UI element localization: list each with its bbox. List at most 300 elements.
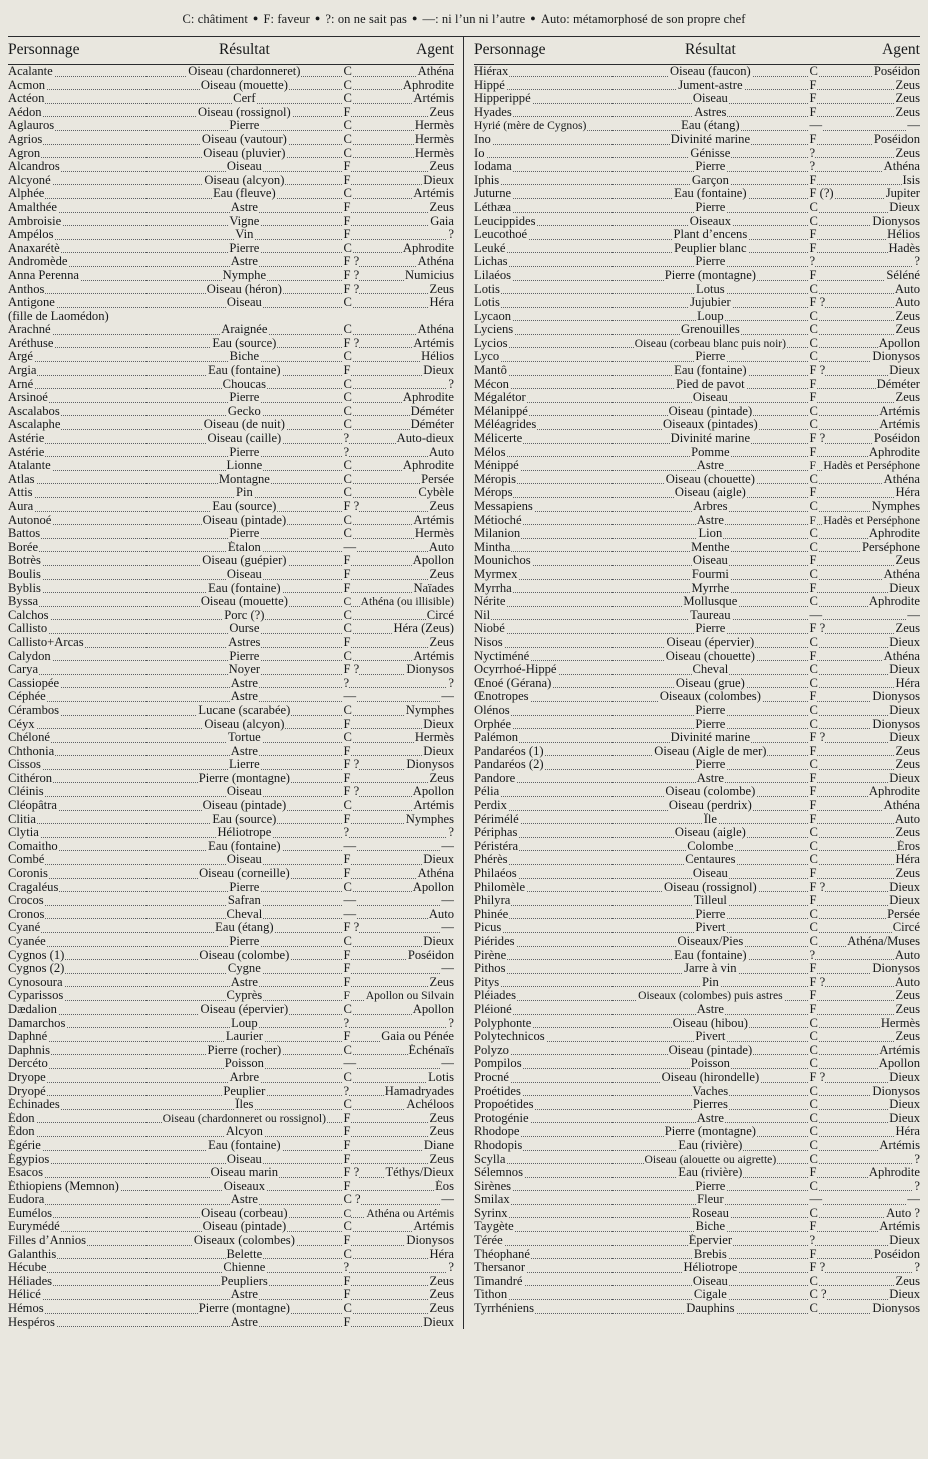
table-row bbox=[8, 989, 454, 1003]
cell-res: Grenouilles bbox=[612, 323, 808, 337]
table-row bbox=[474, 813, 920, 827]
cell-name: Hespéros bbox=[8, 1316, 146, 1330]
cell-res: Oiseaux (colombes) puis astres bbox=[612, 989, 808, 1003]
table-row bbox=[474, 65, 920, 79]
result-marker: F bbox=[809, 173, 817, 187]
result-marker: F ? bbox=[343, 663, 360, 677]
left-table bbox=[8, 37, 454, 1329]
result-marker: C bbox=[343, 132, 352, 146]
table-row bbox=[8, 799, 454, 813]
table-row bbox=[474, 582, 920, 596]
table-row bbox=[474, 337, 920, 351]
cell-agent: C Artémis bbox=[343, 513, 454, 527]
result-marker: F ? bbox=[809, 622, 826, 636]
cell-empty bbox=[146, 310, 454, 324]
cell-res: Jarre à vin bbox=[612, 962, 808, 976]
cell-name: Ampélos bbox=[8, 228, 146, 242]
result-marker: C bbox=[343, 513, 352, 527]
result-marker: — bbox=[343, 540, 357, 554]
cell-res: Oiseau (colombe) bbox=[612, 785, 808, 799]
result-marker: C bbox=[809, 1016, 818, 1030]
cell-res: Eau (fontaine) bbox=[146, 840, 342, 854]
result-marker: C bbox=[809, 540, 818, 554]
cell-res: Plant d’encens bbox=[612, 228, 808, 242]
cell-agent: ? Dieux bbox=[809, 1234, 920, 1248]
table-row bbox=[8, 840, 454, 854]
table-row bbox=[474, 1180, 920, 1194]
cell-agent: C Héra bbox=[809, 676, 920, 690]
cell-name: Combé bbox=[8, 853, 146, 867]
cell-res: Vin bbox=[146, 228, 342, 242]
cell-agent: F Athéna bbox=[809, 799, 920, 813]
cell-name: Aura bbox=[8, 500, 146, 514]
legend-part-4: Auto: métamorphosé de son propre chef bbox=[540, 12, 746, 26]
cell-agent: F (?) Jupiter bbox=[809, 187, 920, 201]
result-marker: C bbox=[809, 65, 818, 78]
cell-res: Eau (fontaine) bbox=[612, 949, 808, 963]
cell-res: Oiseau (corbeau blanc puis noir) bbox=[612, 337, 808, 351]
cell-name: Ascalabos bbox=[8, 405, 146, 419]
result-marker: F bbox=[343, 173, 351, 187]
result-marker: C bbox=[809, 404, 818, 418]
result-marker: C bbox=[809, 676, 818, 690]
result-marker: F bbox=[809, 78, 817, 92]
cell-name: Lotis bbox=[474, 296, 612, 310]
cell-agent: C Héra bbox=[343, 1247, 454, 1261]
cell-agent: C Dieux bbox=[809, 663, 920, 677]
result-marker: F bbox=[809, 554, 817, 568]
cell-name: Cléopâtra bbox=[8, 799, 146, 813]
table-row bbox=[8, 1275, 454, 1289]
cell-res: Pierre bbox=[146, 650, 342, 664]
result-marker: F bbox=[343, 1111, 351, 1125]
cell-agent: C Zeus bbox=[809, 1030, 920, 1044]
cell-res: Mollusque bbox=[612, 595, 808, 609]
table-row bbox=[8, 554, 454, 568]
cell-name: Mélicerte bbox=[474, 432, 612, 446]
result-marker: ? bbox=[343, 1261, 350, 1275]
cell-name: Cygnos (1) bbox=[8, 949, 146, 963]
cell-agent: C Dionysos bbox=[809, 1084, 920, 1098]
table-row bbox=[8, 337, 454, 351]
table-row bbox=[474, 432, 920, 446]
result-marker: C bbox=[809, 1302, 818, 1316]
cell-name: Perdix bbox=[474, 799, 612, 813]
cell-agent: C Aphrodite bbox=[809, 527, 920, 541]
cell-res: Poisson bbox=[146, 1057, 342, 1071]
result-marker: C ? bbox=[343, 1193, 361, 1207]
cell-agent: ? ? bbox=[343, 1261, 454, 1275]
result-marker: F bbox=[343, 1234, 351, 1248]
cell-res: Astre bbox=[146, 745, 342, 759]
cell-name: Actéon bbox=[8, 92, 146, 106]
table-row bbox=[8, 242, 454, 256]
table-row bbox=[8, 364, 454, 378]
table-row bbox=[8, 446, 454, 460]
cell-name: Cissos bbox=[8, 758, 146, 772]
cell-agent: F Déméter bbox=[809, 377, 920, 391]
cell-agent: F Nymphes bbox=[343, 812, 454, 826]
result-marker: C bbox=[343, 1206, 352, 1220]
cell-res: Pierre bbox=[612, 255, 808, 269]
cell-name: Damarchos bbox=[8, 1017, 146, 1031]
table-row bbox=[474, 636, 920, 650]
result-marker: C bbox=[809, 907, 818, 921]
cell-agent: C Nymphes bbox=[809, 500, 920, 513]
cell-name: Alcyoné bbox=[8, 174, 146, 188]
cell-name: Cragaléus bbox=[8, 881, 146, 895]
result-marker: F bbox=[809, 268, 817, 282]
cell-res: Oiseau (pintade) bbox=[146, 799, 342, 813]
cell-name: Calydon bbox=[8, 650, 146, 664]
result-marker: F bbox=[343, 717, 351, 731]
cell-res: Astre bbox=[612, 772, 808, 786]
table-row bbox=[8, 323, 454, 337]
cell-name: Mérops bbox=[474, 486, 612, 500]
result-marker: F bbox=[343, 853, 351, 867]
result-marker: C bbox=[343, 880, 352, 894]
cell-name: Échinades bbox=[8, 1098, 146, 1112]
result-marker: C bbox=[809, 1111, 818, 1125]
table-row bbox=[8, 160, 454, 174]
legend-bullet-2: ● bbox=[411, 13, 418, 23]
cell-agent: F Zeus bbox=[809, 1002, 920, 1016]
table-row bbox=[474, 609, 920, 623]
cell-agent: F Dieux bbox=[809, 894, 920, 908]
cell-name: Hélicé bbox=[8, 1288, 146, 1302]
cell-name: Io bbox=[474, 147, 612, 161]
cell-name: Pithos bbox=[474, 962, 612, 976]
cell-name: Piérides bbox=[474, 935, 612, 949]
cell-name: Lyciens bbox=[474, 323, 612, 337]
result-marker: C ? bbox=[809, 1288, 827, 1302]
result-marker: F bbox=[809, 92, 817, 106]
result-marker: F ? bbox=[809, 432, 826, 446]
table-row bbox=[8, 296, 454, 310]
cell-res: Pierre bbox=[146, 446, 342, 460]
cell-agent: F Dieux bbox=[343, 717, 454, 731]
cell-res: Fleur bbox=[612, 1193, 808, 1207]
cell-res: Pivert bbox=[612, 921, 808, 935]
cell-name: Péristéra bbox=[474, 840, 612, 854]
table-row bbox=[474, 690, 920, 704]
cell-name: Cyparissos bbox=[8, 989, 146, 1003]
table-row bbox=[8, 1017, 454, 1031]
table-row bbox=[474, 622, 920, 636]
cell-name: Polyzo bbox=[474, 1044, 612, 1058]
cell-name: Myrrha bbox=[474, 582, 612, 596]
result-marker: C bbox=[343, 472, 352, 486]
cell-name: Lichas bbox=[474, 255, 612, 269]
cell-res: Oiseau (alouette ou aigrette) bbox=[612, 1153, 808, 1167]
cell-name: Méléagrides bbox=[474, 418, 612, 432]
cell-res: Peupliers bbox=[146, 1275, 342, 1289]
result-marker: F bbox=[343, 567, 351, 581]
table-row bbox=[474, 704, 920, 718]
cell-res: Oiseau (aigle) bbox=[612, 486, 808, 500]
table-row bbox=[8, 1180, 454, 1194]
result-marker: C bbox=[809, 472, 818, 486]
cell-agent: C Athéna bbox=[809, 567, 920, 581]
result-marker: C bbox=[343, 1070, 352, 1084]
cell-res: Astre bbox=[146, 201, 342, 215]
table-row bbox=[8, 1302, 454, 1316]
table-row bbox=[474, 296, 920, 310]
table-row bbox=[8, 147, 454, 161]
cell-res: Pierre bbox=[612, 908, 808, 922]
cell-res: Alcyon bbox=[146, 1125, 342, 1139]
result-marker: C bbox=[809, 703, 818, 717]
cell-res: Pierre bbox=[612, 350, 808, 364]
cell-res: Pomme bbox=[612, 446, 808, 460]
cell-res: Héliotrope bbox=[612, 1261, 808, 1275]
cell-res: Oiseau (Aigle de mer) bbox=[612, 745, 808, 759]
table-row bbox=[474, 228, 920, 242]
table-row bbox=[8, 391, 454, 405]
cell-res: Eau (source) bbox=[146, 500, 342, 514]
cell-agent: F ? ? bbox=[809, 1261, 920, 1275]
cell-agent: F Zeus bbox=[809, 744, 920, 758]
cell-agent: F Gaia ou Pénée bbox=[343, 1030, 454, 1044]
cell-agent: F ? Téthys/Dieux bbox=[343, 1166, 454, 1180]
table-row bbox=[8, 690, 454, 704]
cell-name: Anthos bbox=[8, 283, 146, 297]
cell-agent: C Hermès bbox=[809, 1016, 920, 1030]
result-marker: C bbox=[809, 500, 818, 513]
cell-res: Eau (étang) bbox=[612, 119, 808, 133]
table-row bbox=[8, 921, 454, 935]
cell-agent: F Zeus bbox=[343, 1125, 454, 1139]
table-row bbox=[474, 174, 920, 188]
cell-agent: F ? Numicius bbox=[343, 268, 454, 282]
cell-res: Oiseau (guépier) bbox=[146, 554, 342, 568]
table-row bbox=[474, 921, 920, 935]
cell-name: Atalante bbox=[8, 459, 146, 473]
table-row bbox=[474, 1017, 920, 1031]
cell-name: Dryope bbox=[8, 1071, 146, 1085]
cell-name: Ascalaphe bbox=[8, 418, 146, 432]
cell-res: Oiseau bbox=[146, 296, 342, 310]
cell-res: Noyer bbox=[146, 663, 342, 677]
result-marker: F bbox=[809, 459, 816, 473]
cell-name: Arsinoé bbox=[8, 391, 146, 405]
legend-bullet-1: ● bbox=[314, 13, 321, 23]
cell-name: Leucippides bbox=[474, 215, 612, 229]
cell-agent: F — bbox=[343, 962, 454, 976]
cell-name: Syrinx bbox=[474, 1207, 612, 1221]
table-row bbox=[8, 541, 454, 555]
cell-res: Pivert bbox=[612, 1030, 808, 1044]
cell-res: Divinité marine bbox=[612, 731, 808, 745]
result-marker: C bbox=[343, 187, 352, 201]
cell-name: Aglauros bbox=[8, 119, 146, 133]
table-row bbox=[474, 500, 920, 514]
cell-res: Oiseau (colombe) bbox=[146, 949, 342, 963]
cell-agent: F ? Dieux bbox=[809, 880, 920, 894]
cell-name: Pirène bbox=[474, 949, 612, 963]
cell-res: Vigne bbox=[146, 215, 342, 229]
cell-res: Astre bbox=[146, 255, 342, 269]
table-row bbox=[474, 1153, 920, 1167]
result-marker: C bbox=[343, 799, 352, 813]
result-marker: F bbox=[343, 1152, 351, 1166]
table-row bbox=[474, 418, 920, 432]
cell-agent: C Héra bbox=[343, 296, 454, 310]
result-marker: C bbox=[809, 282, 818, 296]
result-marker: C bbox=[343, 146, 352, 160]
table-row bbox=[474, 1003, 920, 1017]
table-row bbox=[474, 595, 920, 609]
result-marker: F bbox=[809, 132, 817, 146]
table-row bbox=[474, 962, 920, 976]
cell-name: Alphée bbox=[8, 187, 146, 201]
cell-name: Milanion bbox=[474, 527, 612, 541]
cell-agent: F ? Apollon bbox=[343, 785, 454, 799]
cell-agent: C Dionysos bbox=[809, 214, 920, 228]
cell-name: Ambroisie bbox=[8, 215, 146, 229]
cell-agent: F Zeus bbox=[343, 105, 454, 119]
table-row bbox=[474, 772, 920, 786]
cell-agent: C Dieux bbox=[809, 1098, 920, 1112]
cell-agent: C Auto ? bbox=[809, 1206, 920, 1220]
cell-res: Oiseau (alcyon) bbox=[146, 718, 342, 732]
table-row bbox=[8, 106, 454, 120]
cell-name: Carya bbox=[8, 663, 146, 677]
table-row bbox=[8, 201, 454, 215]
cell-res: Pierre (rocher) bbox=[146, 1044, 342, 1058]
cell-name: Picus bbox=[474, 921, 612, 935]
cell-res: Eau (rivière) bbox=[612, 1139, 808, 1153]
table-row bbox=[8, 1112, 454, 1126]
cell-name: Lycaon bbox=[474, 310, 612, 324]
cell-agent: C Athéna bbox=[343, 65, 454, 78]
table-row bbox=[474, 1234, 920, 1248]
result-marker: ? bbox=[343, 826, 350, 840]
table-row bbox=[8, 881, 454, 895]
table-row bbox=[474, 92, 920, 106]
cell-agent: F ? Auto bbox=[809, 975, 920, 989]
cell-res: Astre bbox=[146, 1288, 342, 1302]
result-marker: C bbox=[809, 1274, 818, 1288]
cell-agent: F Dieux bbox=[343, 173, 454, 187]
cell-res: Pierre bbox=[612, 758, 808, 772]
cell-res: Astre bbox=[146, 1193, 342, 1207]
cell-res: Oiseau (épervier) bbox=[146, 1003, 342, 1017]
cell-agent: C Apollon bbox=[809, 1057, 920, 1071]
cell-res: Biche bbox=[612, 1220, 808, 1234]
cell-agent: C Lotis bbox=[343, 1070, 454, 1084]
cell-agent: C Zeus bbox=[343, 1302, 454, 1316]
header-resultat: Résultat bbox=[612, 37, 808, 65]
table-row bbox=[474, 378, 920, 392]
result-marker: F bbox=[809, 241, 817, 255]
cell-agent: C Déméter bbox=[343, 418, 454, 432]
result-marker: C bbox=[343, 935, 352, 948]
cell-agent: F Zeus bbox=[809, 989, 920, 1003]
result-marker: F ? bbox=[809, 364, 826, 378]
cell-res: Astre bbox=[146, 677, 342, 691]
cell-agent: F Auto bbox=[809, 812, 920, 826]
cell-name: Attis bbox=[8, 486, 146, 500]
table-row bbox=[474, 989, 920, 1003]
cell-name: Orphée bbox=[474, 718, 612, 732]
cell-agent: C Cybèle bbox=[343, 486, 454, 500]
legend bbox=[8, 10, 920, 36]
cell-res: Oiseau (rossignol) bbox=[146, 106, 342, 120]
table-row bbox=[474, 935, 920, 949]
result-marker: C bbox=[809, 1206, 818, 1220]
cell-res: Eau (fontaine) bbox=[612, 364, 808, 378]
cell-res: Oiseau bbox=[612, 867, 808, 881]
cell-name: Dercéto bbox=[8, 1057, 146, 1071]
cell-name: Philomèle bbox=[474, 881, 612, 895]
cell-agent: ? Zeus bbox=[809, 146, 920, 160]
table-row bbox=[8, 1153, 454, 1167]
cell-name: Palémon bbox=[474, 731, 612, 745]
cell-agent: C Zeus bbox=[809, 826, 920, 840]
cell-res: Jujubier bbox=[612, 296, 808, 310]
cell-name: Léthæa bbox=[474, 201, 612, 215]
cell-res: Pierre (montagne) bbox=[146, 772, 342, 786]
table-row bbox=[474, 147, 920, 161]
cell-name: Cassiopée bbox=[8, 677, 146, 691]
cell-agent: F Gaia bbox=[343, 214, 454, 228]
cell-agent: C Dionysos bbox=[809, 350, 920, 364]
table-row bbox=[474, 187, 920, 201]
table-row bbox=[474, 160, 920, 174]
cell-res: Ourse bbox=[146, 622, 342, 636]
table-row bbox=[8, 283, 454, 297]
cell-res: Pierre (montagne) bbox=[612, 1125, 808, 1139]
cell-agent: C ? Dieux bbox=[809, 1288, 920, 1302]
table-row bbox=[474, 405, 920, 419]
table-row bbox=[474, 269, 920, 283]
cell-agent: — Auto bbox=[343, 907, 454, 921]
result-marker: ? bbox=[809, 1234, 816, 1248]
cell-agent: C Dieux bbox=[809, 1111, 920, 1125]
cell-res: Oiseau (pintade) bbox=[146, 514, 342, 528]
table-row bbox=[474, 554, 920, 568]
cell-name: Mounichos bbox=[474, 554, 612, 568]
cell-name: Acalante bbox=[8, 65, 146, 79]
cell-agent: F Hadès bbox=[809, 241, 920, 255]
result-marker: C bbox=[343, 703, 352, 717]
table-row bbox=[8, 595, 454, 609]
result-marker: C bbox=[809, 1043, 818, 1057]
cell-agent: ? ? bbox=[343, 826, 454, 840]
cell-res: Brebis bbox=[612, 1248, 808, 1262]
cell-name: Protogénie bbox=[474, 1112, 612, 1126]
cell-res: Vaches bbox=[612, 1085, 808, 1099]
table-row bbox=[474, 840, 920, 854]
cell-agent: C Héra bbox=[809, 1125, 920, 1139]
cell-agent: F Zeus bbox=[343, 160, 454, 174]
table-row bbox=[8, 378, 454, 392]
result-marker: C bbox=[343, 1043, 352, 1057]
result-marker: F bbox=[809, 1247, 817, 1261]
result-marker: C bbox=[809, 663, 818, 677]
cell-name: Céyx bbox=[8, 718, 146, 732]
cell-agent: F Zeus bbox=[809, 105, 920, 119]
table-row bbox=[8, 514, 454, 528]
table-row bbox=[474, 541, 920, 555]
cell-agent: F Dieux bbox=[343, 744, 454, 758]
cell-name: Galanthis bbox=[8, 1248, 146, 1262]
cell-agent: C Apollon bbox=[343, 880, 454, 894]
cell-name: Ino bbox=[474, 133, 612, 147]
cell-name: Pandaréos (2) bbox=[474, 758, 612, 772]
cell-agent: C Artémis bbox=[809, 1138, 920, 1152]
